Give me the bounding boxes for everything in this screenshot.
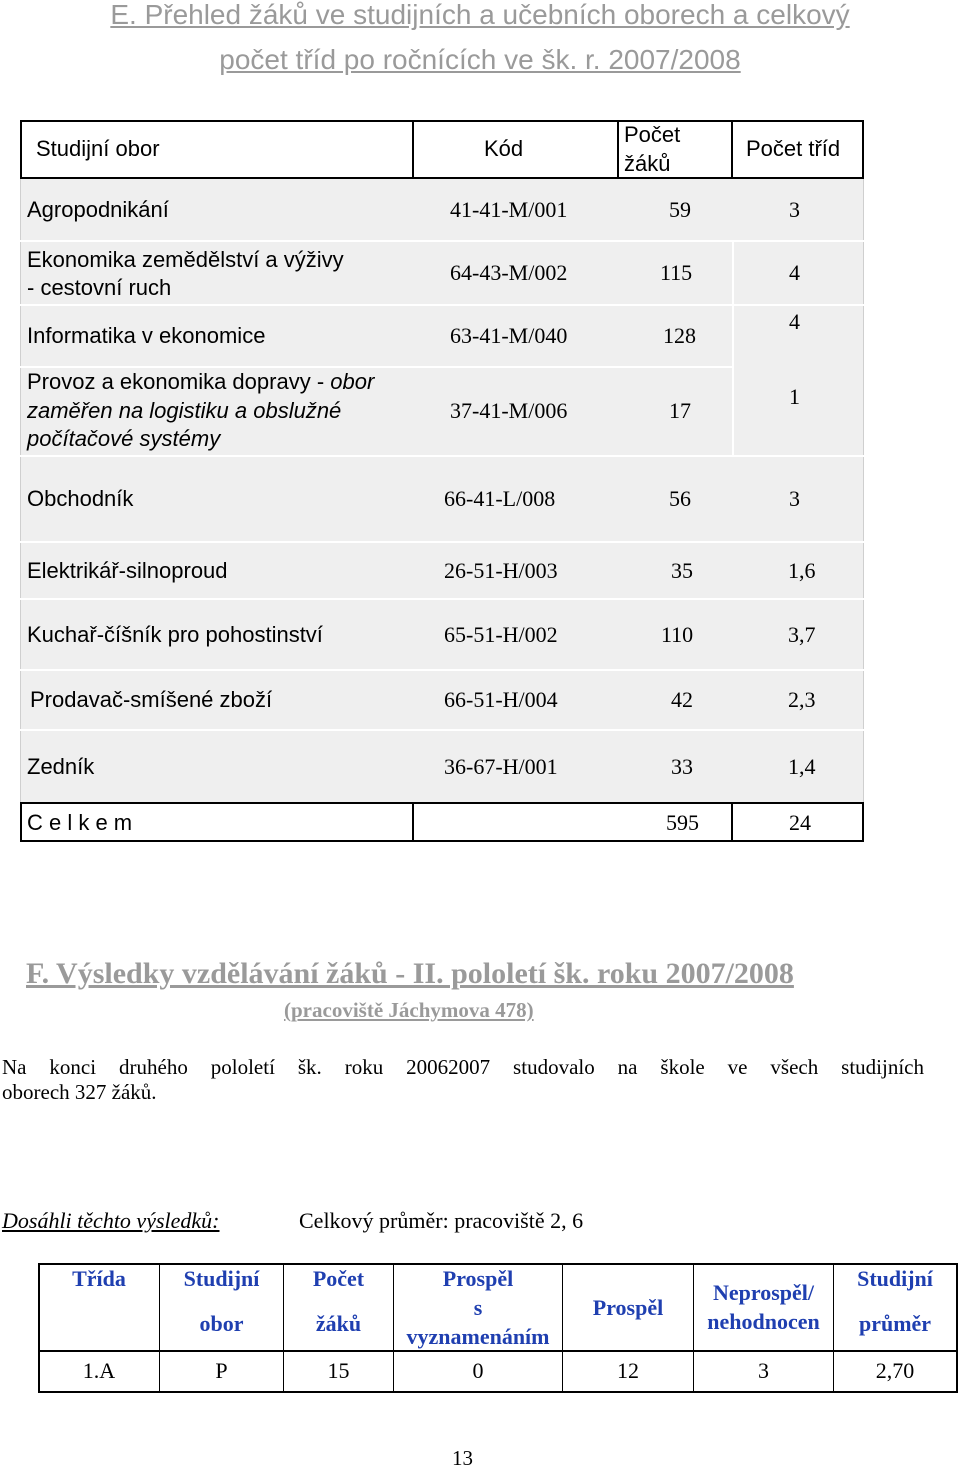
t2-trida: 1.A [82,1358,116,1383]
section-e-title-line2: počet tříd po ročnících ve šk. r. 2007/2008 [219,44,741,75]
row2-obor-1: Ekonomika zemědělství a výživy [27,247,344,272]
row1-zaku: 59 [669,197,691,222]
row4-zaku: 17 [669,398,691,423]
row3-kod: 63-41-M/040 [450,323,568,348]
header-pocet-zaku-1: Počet [624,122,681,147]
header-pocet-trid: Počet tříd [746,136,841,161]
row8-kod: 66-51-H/004 [444,687,558,712]
t2-header-prumer-2: průměr [858,1311,932,1336]
row8-obor: Prodavač-smíšené zboží [30,687,273,712]
row5-trid: 3 [789,486,800,511]
row7-obor: Kuchař-číšník pro pohostinství [27,622,323,647]
t2-header-obor-1: Studijní [183,1266,260,1291]
row3-obor: Informatika v ekonomice [27,323,266,348]
row4-trid: 1 [789,384,800,409]
row6-obor: Elektrikář-silnoproud [27,558,228,583]
t2-neprospel: 3 [758,1358,769,1383]
row4-obor-1 [27,368,374,396]
total-row [20,802,864,842]
t2-header-prospel: Prospěl [592,1295,664,1320]
total-zaku: 595 [666,810,699,835]
t2-prospel: 12 [617,1358,639,1383]
t2-obor: P [215,1358,228,1383]
row3-trid: 4 [789,309,800,334]
row6-trid: 1,6 [788,558,816,583]
row5-obor: Obchodník [27,486,134,511]
row4-obor-3: počítačové systémy [27,426,221,451]
row5-zaku: 56 [669,486,691,511]
section-f-title: F. Výsledky vzdělávání žáků - II. pololetí šk. roku 2007/2008 [26,957,794,990]
t2-header-vyzn-1: Prospěl [442,1266,514,1291]
row6-kod: 26-51-H/003 [444,558,558,583]
header-obor: Studijní obor [36,136,160,161]
row1-trid: 3 [789,197,800,222]
total-label: C e l k e m [27,810,133,835]
row2-zaku: 115 [660,260,693,285]
t2-header-neprospel-1: Neprospěl/ [712,1280,815,1305]
section-f-subtitle: (pracoviště Jáchymova 478) [284,998,534,1022]
row7-trid: 3,7 [788,622,816,647]
row7-zaku: 110 [661,622,694,647]
t2-prumer: 2,70 [875,1358,915,1383]
row9-kod: 36-67-H/001 [444,754,558,779]
row9-trid: 1,4 [788,754,816,779]
t2-header-prumer-1: Studijní [857,1266,933,1291]
row4-kod: 37-41-M/006 [450,398,568,423]
header-pocet-zaku-2: žáků [624,151,671,176]
t2-header-pocet-1: Počet [312,1266,365,1291]
t2-header-vyzn-2: s [473,1295,483,1320]
row2-trid: 4 [789,260,800,285]
row4-obor-1b: obor [330,369,375,394]
row6-zaku: 35 [671,558,693,583]
row2-kod: 64-43-M/002 [450,260,568,285]
row1-obor: Agropodnikání [27,197,169,222]
total-trid: 24 [789,810,811,835]
row4-obor-1a: Provoz a ekonomika dopravy - [27,369,331,394]
section-e-title-line1: E. Přehled žáků ve studijních a učebních oborech a celkový [110,0,850,30]
page-number: 13 [452,1446,473,1470]
row8-zaku: 42 [671,687,693,712]
t2-header-neprospel-2: nehodnocen [707,1309,820,1334]
t2-header-obor-2: obor [199,1311,244,1336]
row3-zaku: 128 [663,323,696,348]
paragraph-line2: oborech 327 žáků. [2,1080,157,1104]
row9-zaku: 33 [671,754,693,779]
paragraph-line1: Na konci druhého pololetí šk. roku 20062007 studovalo na škole ve všech studijních [2,1055,924,1079]
row7-kod: 65-51-H/002 [444,622,558,647]
row9-obor: Zedník [27,754,95,779]
t2-header-trida: Třída [72,1266,126,1291]
t2-header-vyzn-3: vyznamenáním [406,1324,550,1349]
t2-header-pocet-2: žáků [315,1311,362,1336]
row2-obor-2: - cestovní ruch [27,275,172,300]
t2-pocet: 15 [327,1358,350,1383]
row8-trid: 2,3 [788,687,816,712]
row4-obor-2: zaměřen na logistiku a obslužné [27,398,342,423]
results-label: Dosáhli těchto výsledků: [2,1208,220,1233]
t2-vyzn: 0 [472,1358,484,1383]
average-text: Celkový průměr: pracoviště 2, 6 [299,1208,584,1233]
row1-kod: 41-41-M/001 [450,197,568,222]
header-kod: Kód [484,136,524,161]
row5-kod: 66-41-L/008 [444,486,556,511]
